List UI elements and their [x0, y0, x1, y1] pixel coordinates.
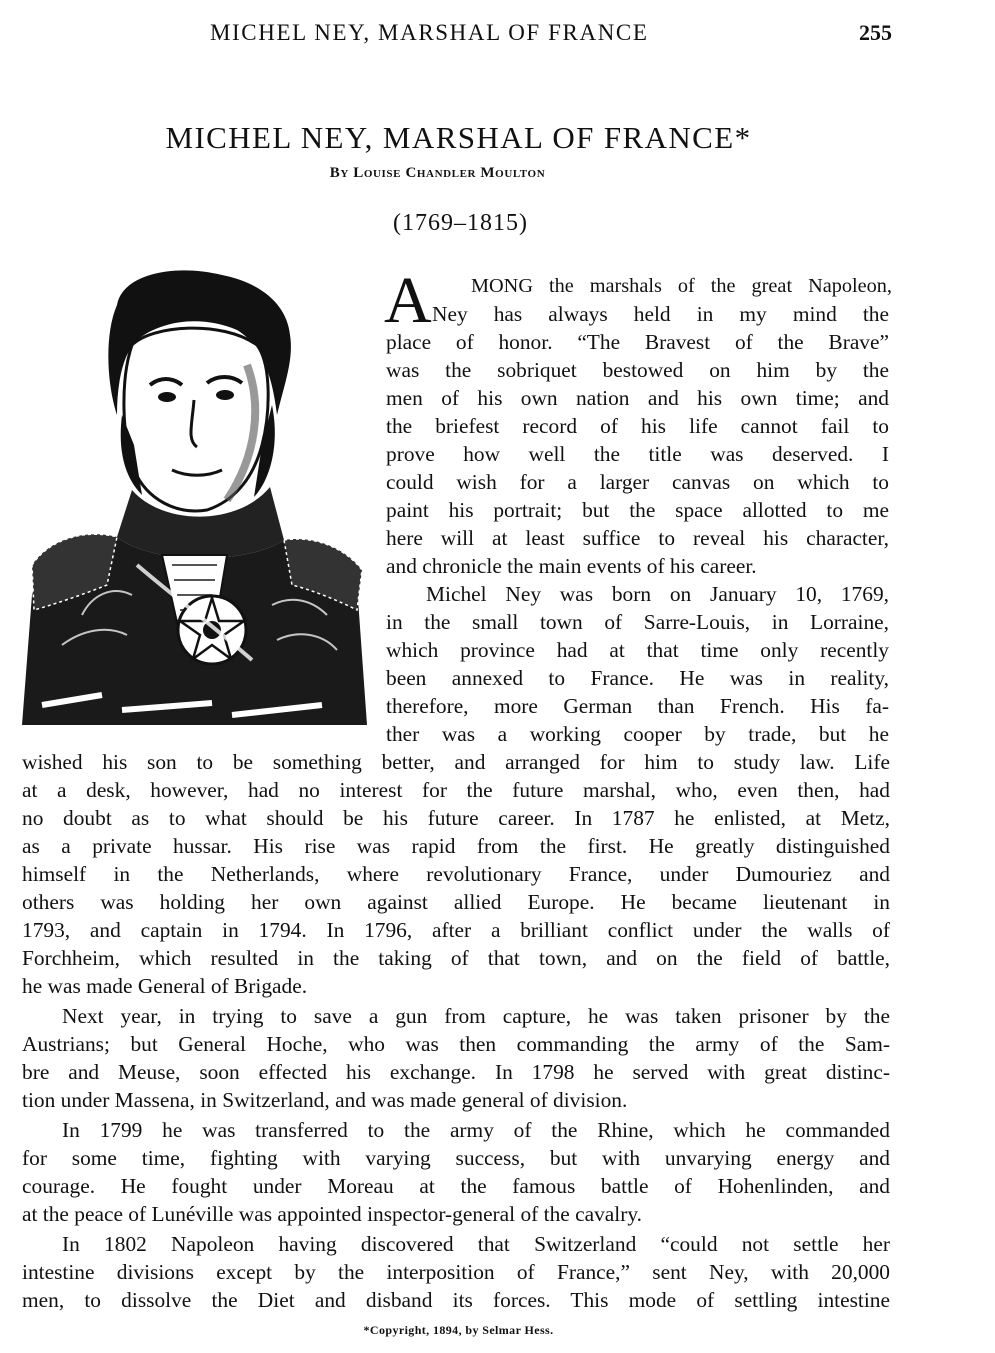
text-line: he was made General of Brigade.	[22, 974, 308, 998]
text-line: Next year, in trying to save a gun from capture, he was taken prisoner by the	[62, 1004, 890, 1028]
text-line: men, to dissolve the Diet and disband its forces. This mode of settling intestine	[22, 1288, 890, 1312]
text-line: Ney has always held in my mind the	[432, 302, 889, 326]
text-line: wished his son to be something better, and arranged for him to study law. Life	[22, 750, 890, 774]
text-line: as a private hussar. His rise was rapid from the first. He greatly distinguished	[22, 834, 890, 858]
text-line: for some time, fighting with varying success, but with unvarying energy and	[22, 1146, 890, 1170]
text-line: at the peace of Lunéville was appointed inspector-general of the cavalry.	[22, 1202, 643, 1226]
text-line: bre and Meuse, soon effected his exchange. In 1798 he served with great distinc-	[22, 1060, 890, 1084]
portrait-engraving	[22, 265, 367, 725]
text-line: Michel Ney was born on January 10, 1769,	[426, 582, 889, 606]
text-line: and chronicle the main events of his career.	[386, 554, 757, 578]
running-title: MICHEL NEY, MARSHAL OF FRANCE	[210, 20, 649, 45]
text-line: could wish for a larger canvas on which to	[386, 470, 889, 494]
text-line: the briefest record of his life cannot fail to	[386, 414, 889, 438]
text-line: himself in the Netherlands, where revolutionary France, under Dumouriez and	[22, 862, 890, 886]
text-line: been annexed to France. He was in reality,	[386, 666, 889, 690]
text-line: Austrians; but General Hoche, who was then commanding the army of the Sam-	[22, 1032, 890, 1056]
text-line: here will at least suffice to reveal his character,	[386, 526, 889, 550]
text-line: intestine divisions except by the interposition of France,” sent Ney, with 20,000	[22, 1260, 890, 1284]
drop-cap: A	[384, 264, 432, 337]
text-line: ther was a working cooper by trade, but he	[386, 722, 889, 746]
text-line: place of honor. “The Bravest of the Brave”	[386, 330, 889, 354]
text-line: courage. He fought under Moreau at the famous battle of Hohenlinden, and	[22, 1174, 890, 1198]
text-line: therefore, more German than French. His fa-	[386, 694, 889, 718]
text-line: In 1799 he was transferred to the army of the Rhine, which he commanded	[62, 1118, 890, 1142]
text-line: in the small town of Sarre-Louis, in Lorraine,	[386, 610, 889, 634]
text-line: tion under Massena, in Switzerland, and was made general of division.	[22, 1088, 628, 1112]
portrait-face	[124, 328, 268, 511]
life-dates: (1769–1815)	[393, 210, 528, 236]
article-title: MICHEL NEY, MARSHAL OF FRANCE*	[165, 120, 752, 155]
text-line: others was holding her own against allied Europe. He became lieutenant in	[22, 890, 890, 914]
text-line: MONG the marshals of the great Napoleon,	[471, 275, 892, 297]
running-head	[0, 20, 995, 52]
text-line: no doubt as to what should be his future career. In 1787 he enlisted, at Metz,	[22, 806, 890, 830]
text-line: prove how well the title was deserved. I	[386, 442, 889, 466]
text-line: at a desk, however, had no interest for the future marshal, who, even then, had	[22, 778, 890, 802]
byline: By Louise Chandler Moulton	[329, 165, 546, 181]
page-number: 255	[859, 20, 892, 45]
text-line: was the sobriquet bestowed on him by the	[386, 358, 889, 382]
text-line: Forchheim, which resulted in the taking of that town, and on the field of battle,	[22, 946, 890, 970]
text-line: paint his portrait; but the space allotted to me	[386, 498, 889, 522]
text-line: men of his own nation and his own time; and	[386, 386, 889, 410]
text-line: In 1802 Napoleon having discovered that Switzerland “could not settle her	[62, 1232, 890, 1256]
copyright-footnote: *Copyright, 1894, by Selmar Hess.	[363, 1323, 554, 1337]
text-line: 1793, and captain in 1794. In 1796, after a brilliant conflict under the walls of	[22, 918, 890, 942]
text-line: which province had at that time only recently	[386, 638, 889, 662]
